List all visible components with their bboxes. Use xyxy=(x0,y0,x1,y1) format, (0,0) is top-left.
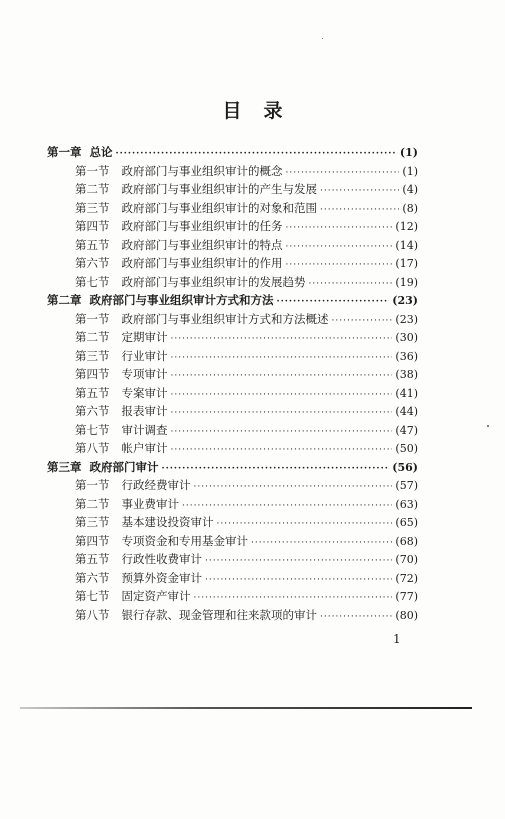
toc-entry-number: 第二节 xyxy=(75,330,110,344)
toc-entry-number: 第三节 xyxy=(75,348,110,363)
toc-entry-number: 第二节 xyxy=(75,182,110,196)
toc-entry-page: (36) xyxy=(395,349,418,363)
toc-entry-number: 第四节 xyxy=(75,219,110,233)
toc-entry-number: 第一节 xyxy=(75,478,110,492)
toc-entry-page: (63) xyxy=(395,497,418,511)
toc-entry-page: (77) xyxy=(395,590,418,603)
toc-entry-number: 第七节 xyxy=(75,274,110,289)
toc-entry-title: 事业费审计 xyxy=(121,496,179,511)
toc-entry-page: (17) xyxy=(395,257,418,270)
toc-entry-title: 政府部门与事业组织审计的发展趋势 xyxy=(121,274,306,289)
bottom-rule xyxy=(20,707,472,709)
toc-entry-page: (72) xyxy=(395,571,418,585)
toc-entry-page: (68) xyxy=(395,534,418,548)
toc-leader-dots xyxy=(309,275,393,293)
toc-leader-dots xyxy=(217,515,393,533)
toc-leader-dots xyxy=(171,367,393,385)
toc-section-row xyxy=(75,402,418,420)
toc-entry-number: 第七节 xyxy=(75,589,110,603)
toc-entry-page: (4) xyxy=(402,183,418,196)
toc-section-row xyxy=(75,347,418,365)
toc-leader-dots xyxy=(171,423,393,441)
toc-leader-dots xyxy=(320,608,392,626)
toc-chapter-row xyxy=(47,291,418,309)
toc-entry-number: 第六节 xyxy=(75,404,110,418)
toc-entry-number: 第八节 xyxy=(75,441,110,455)
toc-leader-dots xyxy=(332,312,393,330)
page-number: 1 xyxy=(393,632,401,646)
page-title: 目录 xyxy=(222,100,305,122)
toc-leader-dots xyxy=(194,478,393,496)
scan-speck xyxy=(487,425,489,427)
toc-entry-page: (14) xyxy=(395,238,418,252)
toc-section-row xyxy=(75,273,418,291)
toc-entry-number: 第一节 xyxy=(75,163,110,178)
toc-section-row xyxy=(75,180,418,198)
toc-entry-title: 专项资金和专用基金审计 xyxy=(121,533,248,548)
toc-section-row xyxy=(75,569,418,587)
toc-entry-title: 行政经费审计 xyxy=(121,478,191,492)
toc-leader-dots xyxy=(162,460,390,478)
toc-section-row xyxy=(75,254,418,272)
toc-section-row xyxy=(75,606,418,624)
toc-entry-page: (44) xyxy=(395,405,418,418)
toc-entry-title: 专案审计 xyxy=(121,385,168,400)
toc-section-row xyxy=(75,328,418,346)
toc-entry-number: 第二章 xyxy=(47,293,82,307)
toc-entry-title: 帐户审计 xyxy=(121,441,168,455)
toc-entry-title: 政府部门审计 xyxy=(89,459,159,474)
toc-entry-number: 第三节 xyxy=(75,200,110,215)
toc-entry-number: 第二节 xyxy=(75,496,110,511)
toc-entry-page: (47) xyxy=(395,423,418,437)
toc-entry-title: 政府部门与事业组织审计的概念 xyxy=(121,163,283,178)
toc-section-row xyxy=(75,495,418,513)
toc-entry-title: 行政性收费审计 xyxy=(121,552,202,566)
toc-entry-title: 基本建设投资审计 xyxy=(121,515,214,529)
toc-entry-page: (41) xyxy=(395,386,418,400)
toc-entry-title: 定期审计 xyxy=(121,330,168,344)
toc-entry-number: 第七节 xyxy=(75,422,110,437)
toc-entry-page: (57) xyxy=(395,479,418,492)
toc-leader-dots xyxy=(205,571,392,589)
toc-section-row xyxy=(75,199,418,217)
scan-speck xyxy=(322,38,323,39)
toc-entry-page: (30) xyxy=(395,331,418,344)
toc-entry-page: (23) xyxy=(392,294,418,307)
toc-leader-dots xyxy=(171,404,393,422)
toc-section-row xyxy=(75,587,418,605)
toc-leader-dots xyxy=(286,164,400,182)
toc-leader-dots xyxy=(320,182,399,200)
toc-leader-dots xyxy=(171,330,393,348)
toc-leader-dots xyxy=(116,145,397,163)
toc-section-row xyxy=(75,476,418,494)
toc-leader-dots xyxy=(320,201,399,219)
toc-entry-number: 第三节 xyxy=(75,515,110,529)
toc-leader-dots xyxy=(171,386,393,404)
toc-entry-number: 第八节 xyxy=(75,607,110,622)
toc-leader-dots xyxy=(182,497,392,515)
toc-entry-page: (1) xyxy=(402,164,418,178)
toc-leader-dots xyxy=(286,238,393,256)
toc-leader-dots xyxy=(277,293,390,311)
toc-entry-number: 第五节 xyxy=(75,237,110,252)
toc-entry-title: 政府部门与事业组织审计的作用 xyxy=(121,256,283,270)
toc-chapter-row xyxy=(47,458,418,476)
toc-leader-dots xyxy=(286,256,393,274)
toc-section-row xyxy=(75,421,418,439)
toc-entry-title: 银行存款、现金管理和往来款项的审计 xyxy=(121,607,317,622)
toc-section-row xyxy=(75,310,418,328)
toc-entry-page: (50) xyxy=(395,442,418,455)
toc-entry-title: 预算外资金审计 xyxy=(121,570,202,585)
toc-entry-page: (8) xyxy=(402,201,418,215)
toc-entry-number: 第一章 xyxy=(47,145,82,159)
toc-entry-page: (12) xyxy=(395,220,418,233)
toc-entry-title: 政府部门与事业组织审计的产生与发展 xyxy=(121,182,317,196)
toc-entry-title: 政府部门与事业组织审计方式和方法 xyxy=(89,293,274,307)
toc-section-row xyxy=(75,365,418,383)
toc-chapter-row xyxy=(47,143,418,161)
toc-entry-number: 第一节 xyxy=(75,311,110,326)
toc-section-row xyxy=(75,513,418,531)
toc-entry-page: (80) xyxy=(395,608,418,622)
toc-section-row xyxy=(75,162,418,180)
toc-entry-number: 第五节 xyxy=(75,385,110,400)
toc-entry-number: 第四节 xyxy=(75,533,110,548)
toc-entry-number: 第四节 xyxy=(75,367,110,381)
toc-entry-number: 第六节 xyxy=(75,570,110,585)
toc-entry-title: 审计调查 xyxy=(121,422,168,437)
toc-leader-dots xyxy=(171,441,393,459)
toc-entry-number: 第五节 xyxy=(75,552,110,566)
toc-section-row xyxy=(75,550,418,568)
toc-section-row xyxy=(75,532,418,550)
toc-entry-page: (23) xyxy=(395,312,418,326)
toc-entry-title: 固定资产审计 xyxy=(121,589,191,603)
toc-entry-title: 政府部门与事业组织审计的特点 xyxy=(121,237,283,252)
toc-section-row xyxy=(75,384,418,402)
toc-section-row xyxy=(75,439,418,457)
toc-entry-page: (19) xyxy=(395,275,418,289)
toc-entry-page: (65) xyxy=(395,516,418,529)
toc-section-row xyxy=(75,217,418,235)
toc-entry-title: 总论 xyxy=(89,145,113,159)
toc-entry-page: (1) xyxy=(399,146,418,159)
toc-entry-number: 第三章 xyxy=(47,459,82,474)
toc-entry-title: 报表审计 xyxy=(121,404,168,418)
toc-leader-dots xyxy=(205,552,392,570)
toc-entry-title: 政府部门与事业组织审计的任务 xyxy=(121,219,283,233)
toc-entry-title: 行业审计 xyxy=(121,348,168,363)
toc-leader-dots xyxy=(286,219,393,237)
toc-entry-title: 专项审计 xyxy=(121,367,168,381)
toc-leader-dots xyxy=(194,589,393,607)
toc-section-row xyxy=(75,236,418,254)
toc-leader-dots xyxy=(251,534,392,552)
toc-entry-number: 第六节 xyxy=(75,256,110,270)
toc-entry-page: (38) xyxy=(395,368,418,381)
toc-entry-page: (56) xyxy=(392,460,418,474)
toc-leader-dots xyxy=(171,349,393,367)
toc-entry-page: (70) xyxy=(395,553,418,566)
toc-entry-title: 政府部门与事业组织审计方式和方法概述 xyxy=(121,311,329,326)
toc-entry-title: 政府部门与事业组织审计的对象和范围 xyxy=(121,200,317,215)
